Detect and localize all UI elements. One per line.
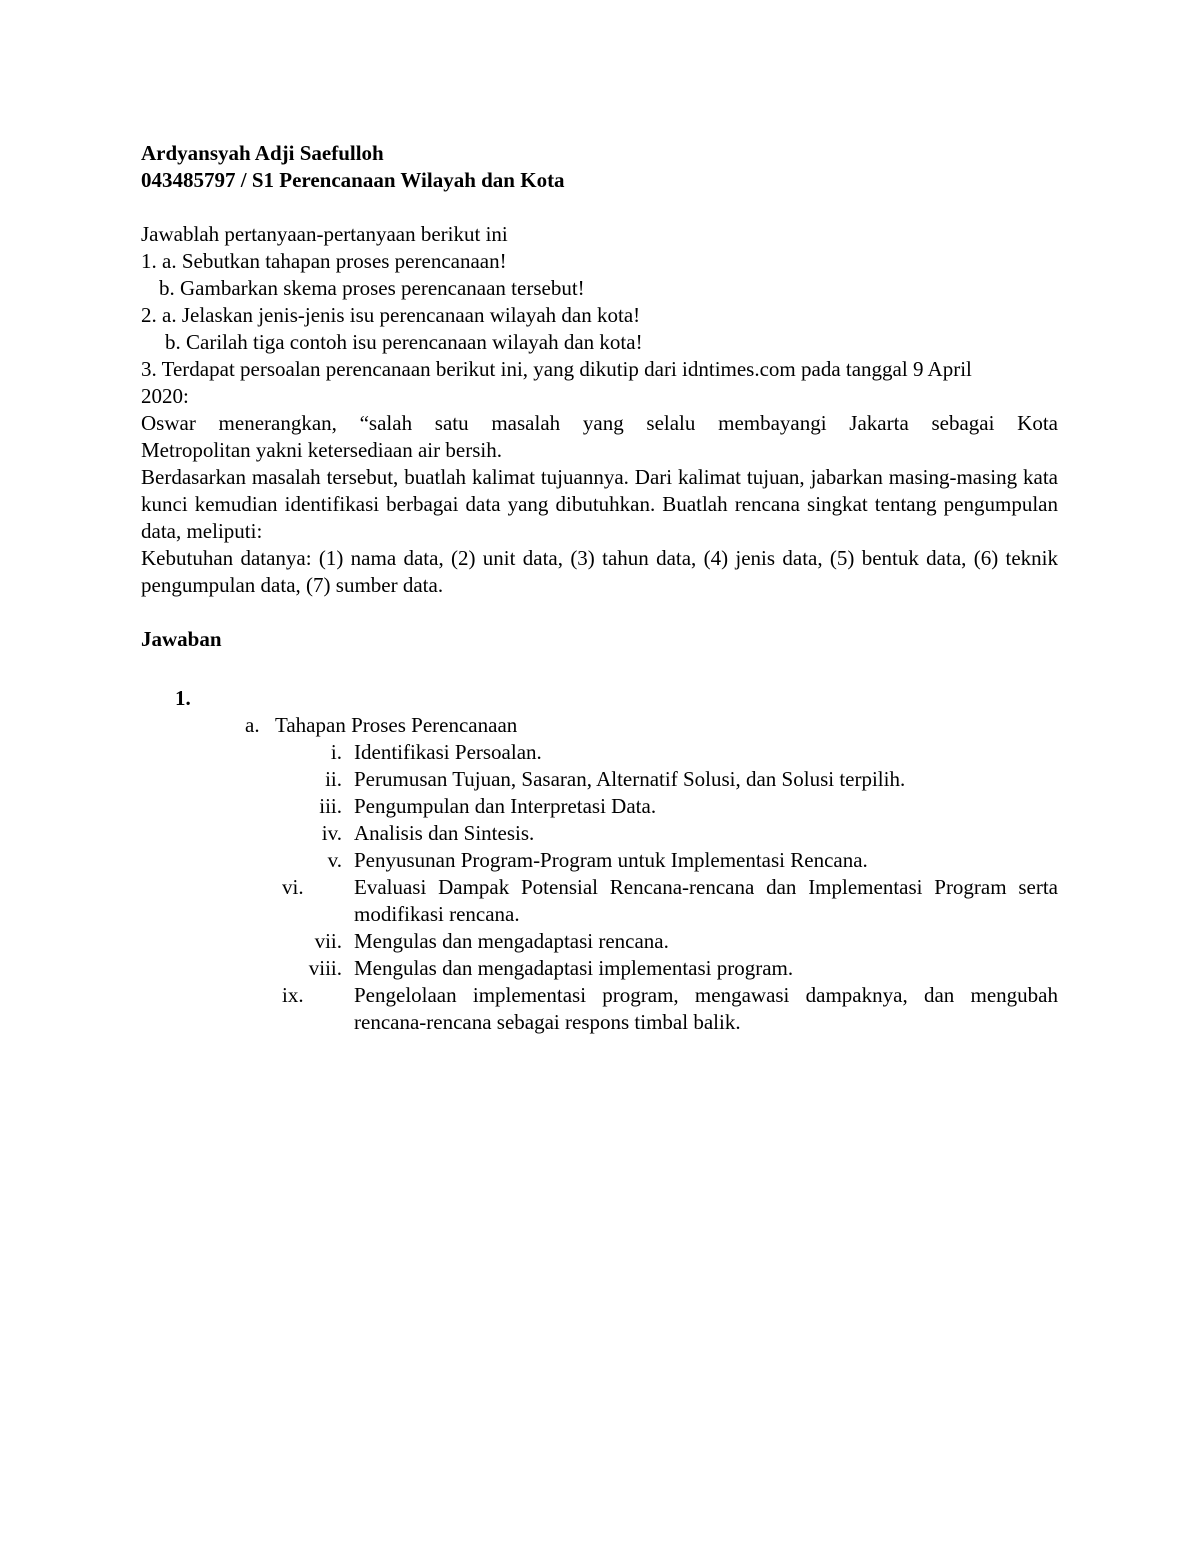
- list-item: [282, 982, 1058, 1036]
- answer-subheading: [245, 712, 517, 739]
- question-1a: 1. a. Sebutkan tahapan proses perencanaan!: [141, 249, 507, 273]
- list-item: [282, 739, 1058, 766]
- question-2b: b. Carilah tiga contoh isu perencanaan wilayah dan kota!: [165, 330, 643, 354]
- list-item: [282, 793, 1058, 820]
- list-item-number: viii.: [308, 956, 342, 980]
- answers-heading: Jawaban: [141, 627, 222, 651]
- list-item-number: vi.: [282, 875, 304, 899]
- list-item-number: iii.: [319, 794, 342, 818]
- student-id-program: 043485797 / S1 Perencanaan Wilayah dan Kota: [141, 168, 565, 192]
- list-item-text: Perumusan Tujuan, Sasaran, Alternatif Solusi, dan Solusi terpilih.: [354, 767, 906, 791]
- question-3-line-1: 3. Terdapat persoalan perencanaan berikut ini, yang dikutip dari idntimes.com pada tanggal 9 April: [141, 357, 972, 381]
- list-item-number: ii.: [325, 767, 342, 791]
- list-item-text: Pengelolaan implementasi program, mengawasi dampaknya, dan mengubah rencana-rencana sebagai respons timbal balik.: [354, 983, 1058, 1034]
- task-paragraph: Berdasarkan masalah tersebut, buatlah kalimat tujuannya. Dari kalimat tujuan, jabarkan masing-masing kata kunci kemudian identifikasi berbagai data yang dibutuhkan. Buatlah rencana singkat tentang pengumpulan data, meliputi:: [141, 465, 1058, 543]
- spacer: [141, 194, 1058, 221]
- list-item-text: Mengulas dan mengadaptasi implementasi program.: [354, 956, 794, 980]
- answer-number: 1.: [175, 686, 191, 710]
- question-2a: 2. a. Jelaskan jenis-jenis isu perencanaan wilayah dan kota!: [141, 303, 641, 327]
- planning-steps-list: [282, 739, 1058, 1036]
- list-item-text: Identifikasi Persoalan.: [354, 740, 542, 764]
- document-body: [141, 140, 1058, 1034]
- list-item: [282, 955, 1058, 982]
- list-item-text: Pengumpulan dan Interpretasi Data.: [354, 794, 657, 818]
- list-item-number: iv.: [321, 821, 342, 845]
- list-item: [282, 847, 1058, 874]
- questions-intro: Jawablah pertanyaan-pertanyaan berikut ini: [141, 222, 508, 246]
- answer-sub-title: Tahapan Proses Perencanaan: [275, 713, 518, 737]
- list-item-text: Analisis dan Sintesis.: [354, 821, 535, 845]
- author-name: Ardyansyah Adji Saefulloh: [141, 141, 384, 165]
- list-item-number: ix.: [282, 983, 304, 1007]
- list-item: [282, 766, 1058, 793]
- list-item-number: vii.: [314, 929, 342, 953]
- list-item: [282, 928, 1058, 955]
- question-1b: b. Gambarkan skema proses perencanaan tersebut!: [159, 276, 585, 300]
- data-needs-paragraph: Kebutuhan datanya: (1) nama data, (2) unit data, (3) tahun data, (4) jenis data, (5) bentuk data, (6) teknik pengumpulan data, (7) sumber data.: [141, 546, 1058, 597]
- list-item-number: v.: [327, 848, 342, 872]
- list-item-text: Mengulas dan mengadaptasi rencana.: [354, 929, 669, 953]
- quote-line-1: Oswar menerangkan, “salah satu masalah yang selalu membayangi Jakarta sebagai Kota: [141, 411, 1058, 435]
- answer-sub-letter: a.: [245, 713, 260, 737]
- quote-line-2: Metropolitan yakni ketersediaan air bersih.: [141, 438, 502, 462]
- list-item-text: Evaluasi Dampak Potensial Rencana-rencana dan Implementasi Program serta modifikasi rencana.: [354, 875, 1058, 926]
- list-item: [282, 874, 1058, 928]
- list-item-number: i.: [330, 740, 342, 764]
- list-item: [282, 820, 1058, 847]
- list-item-text: Penyusunan Program-Program untuk Implementasi Rencana.: [354, 848, 868, 872]
- question-3-line-2: 2020:: [141, 384, 189, 408]
